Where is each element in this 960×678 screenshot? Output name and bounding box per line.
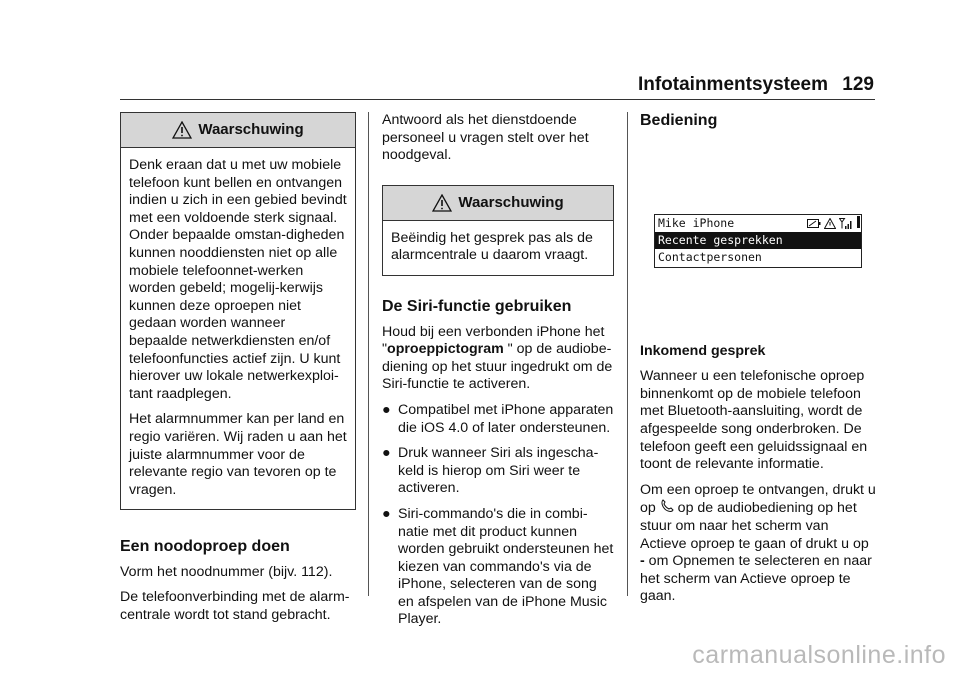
bullet-symbol: ● [382,445,391,462]
paragraph [640,482,876,606]
page-header [0,74,960,98]
list-item [382,445,614,498]
warning-paragraph: Het alarmnummer kan per land en regio variëren. Wij raden u aan het juiste alarmnummer voor de relevante regio van tevoren op te vragen. [129,411,347,498]
text-run: Houd bij een verbonden iPhone het " [382,323,605,358]
display-screen [654,214,862,268]
section-heading: Bediening [640,112,718,129]
list-item-text: Compatibel met iPhone apparaten die iOS 4.0 of later ondersteunen. [398,401,614,436]
header-rule [120,99,875,100]
text-run: " op de audiobe-diening op het stuur ingedrukt om de Siri-functie te activeren. [382,341,613,393]
column-divider [368,112,369,596]
warning-header [121,113,355,148]
section-heading: Een noodoproep doen [120,538,290,556]
dash-symbol: - [640,553,645,570]
sub-heading: Inkomend gesprek [640,342,766,359]
warning-paragraph: Denk eraan dat u met uw mobiele telefoon kunt bellen en ontvangen indien u zich in een gebied bevindt met een voldoende sterk signaal. Onder bepaalde omstan-digheden kunnen nooddiensten niet op alle mobiele telefoonnet-werken worden gebeld; mogelij-kerwijs kunnen deze oproepen niet gedaan worden wanneer bepaalde netwerkdiensten en/of telefoonfuncties actief zijn. U kunt hierover uw lokale netwerkexploi-tant raadplegen. [129,157,347,402]
section-heading: De Siri-functie gebruiken [382,297,572,315]
paragraph [382,324,614,394]
bullet-symbol: ● [382,505,391,522]
list-item [382,402,614,437]
column-3 [640,112,876,614]
bold-term: oproeppictogram [387,341,504,358]
header-title: Infotainmentsysteem [637,74,828,95]
screen-title-row [655,215,861,232]
device-name: Mike iPhone [658,215,735,230]
warning-body [121,148,355,509]
bullet-symbol: ● [382,401,391,418]
warning-title: Waarschuwing [458,193,564,211]
warning-box [120,112,356,510]
warning-icon [824,218,836,229]
warning-body [383,221,613,275]
warning-icon [172,121,192,139]
list-item-text: Druk wanneer Siri als ingescha-keld is hierop om Siri weer te activeren. [398,445,599,497]
warning-box [382,185,614,276]
watermark: carmanualsonline.info [692,641,946,669]
column-divider [627,112,628,596]
battery-icon [807,219,821,228]
warning-header [383,186,613,221]
list-item-text: Siri-commando's die in combi-natie met dit product kunnen worden gebruikt ondersteunen het kiezen van commando's via de iPhone, selecteren van de song en afspelen van de iPhone Music Player. [398,505,614,628]
signal-icon [839,218,853,229]
text-run: om Opnemen te selecteren en naar het scherm van Actieve oproep te gaan. [640,553,872,605]
screen-menu-item-selected[interactable]: Recente gesprekken [655,232,861,249]
list-item [382,506,614,629]
paragraph: De telefoonverbinding met de alarm-centrale wordt tot stand gebracht. [120,589,350,624]
text-run: Om een oproep te ontvangen, drukt u op [640,481,876,517]
scrollbar [857,216,860,228]
paragraph: Wanneer u een telefonische oproep binnenkomt op de mobiele telefoon met Bluetooth-aansluiting, wordt de afgespeelde song onderbroken. De telefoon geeft een geluidssignaal en toont de relevante informatie. [640,368,868,473]
screen-menu-item[interactable]: Contactpersonen [658,249,762,264]
text-run: op de audiobediening op het stuur om naar het scherm van Actieve oproep te gaan of drukt u op [640,500,869,552]
paragraph: Vorm het noodnummer (bijv. 112). [120,563,333,580]
warning-paragraph: Beëindig het gesprek pas als de alarmcentrale u daarom vraagt. [391,229,593,264]
status-icons [807,217,853,230]
page-number: 129 [842,74,874,95]
warning-title: Waarschuwing [198,121,304,139]
column-2 [382,112,614,637]
paragraph: Antwoord als het dienstdoende personeel u vragen stelt over het noodgeval. [382,112,589,164]
column-1 [120,112,356,633]
phone-icon [660,499,674,513]
warning-icon [432,194,452,212]
